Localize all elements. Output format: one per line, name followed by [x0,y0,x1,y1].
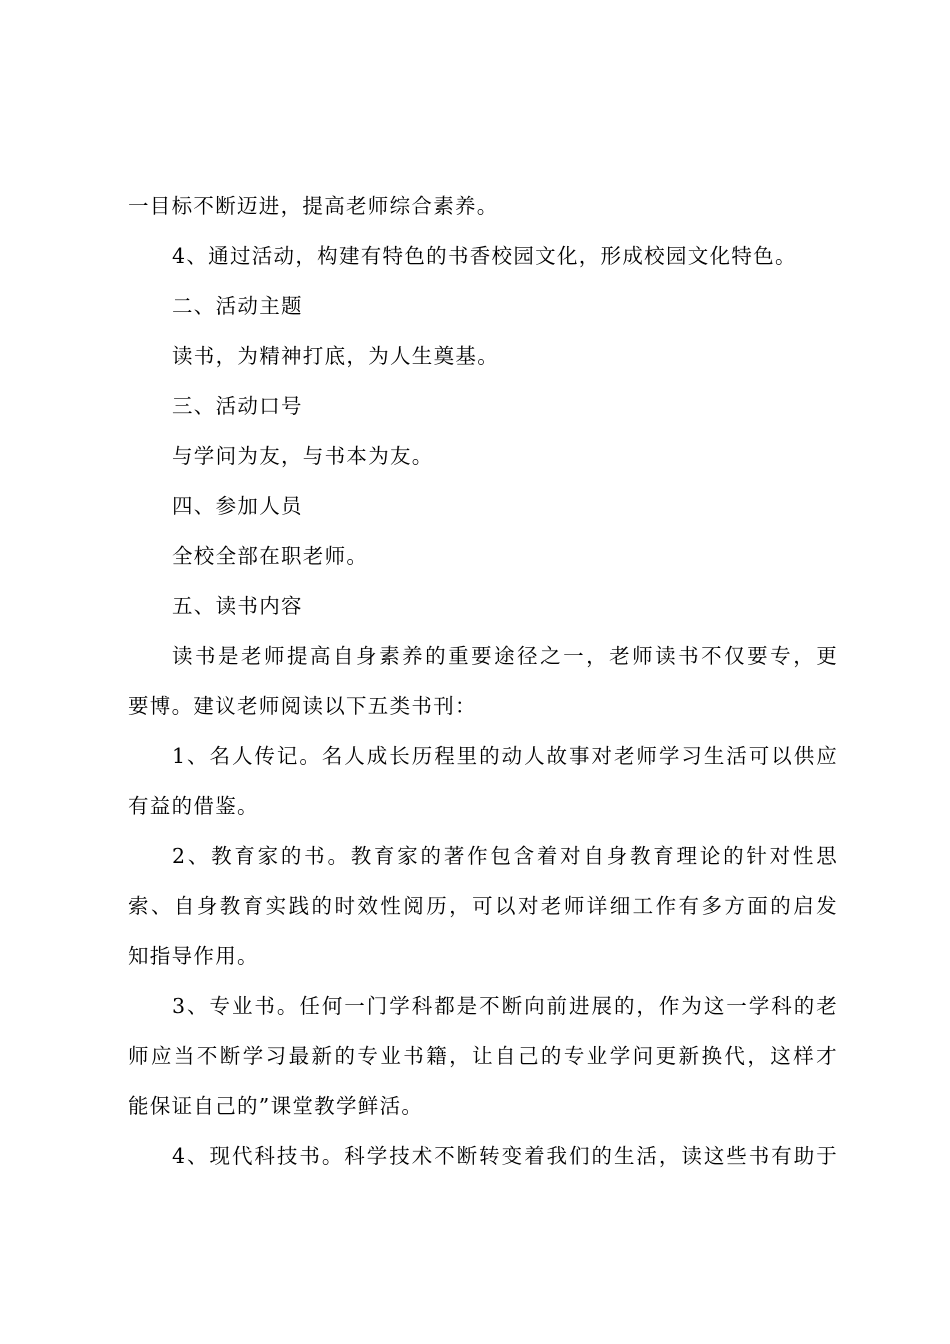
paragraph-line: 3、专业书。任何一门学科都是不断向前进展的，作为这一学科的老 [172,994,838,1018]
paragraph-line: 与学问为友，与书本为友。 [172,444,434,468]
paragraph-line: 师应当不断学习最新的专业书籍，让自己的专业学问更新换代，这样才 [128,1044,838,1068]
paragraph-line: 一目标不断迈进，提高老师综合素养。 [128,194,499,218]
section-heading: 四、参加人员 [172,494,303,518]
paragraph-line: 4、现代科技书。科学技术不断转变着我们的生活，读这些书有助于 [172,1144,838,1168]
paragraph-line: 1、名人传记。名人成长历程里的动人故事对老师学习生活可以供应 [172,744,838,768]
paragraph-line: 索、自身教育实践的时效性阅历，可以对老师详细工作有多方面的启发 [128,894,838,918]
paragraph-line: 2、教育家的书。教育家的著作包含着对自身教育理论的针对性思 [172,844,838,868]
section-heading: 三、活动口号 [172,394,303,418]
paragraph-line: 全校全部在职老师。 [172,544,369,568]
paragraph-line: 有益的借鉴。 [128,794,259,818]
paragraph-line: 能保证自己的”课堂教学鲜活。 [128,1094,424,1118]
section-heading: 二、活动主题 [172,294,303,318]
paragraph-line: 4、通过活动，构建有特色的书香校园文化，形成校园文化特色。 [172,244,797,268]
paragraph-line: 要博。建议老师阅读以下五类书刊： [128,694,477,718]
paragraph-line: 读书是老师提高自身素养的重要途径之一，老师读书不仅要专，更 [172,644,838,668]
paragraph-line: 读书，为精神打底，为人生奠基。 [172,344,499,368]
section-heading: 五、读书内容 [172,594,303,618]
paragraph-line: 知指导作用。 [128,944,259,968]
